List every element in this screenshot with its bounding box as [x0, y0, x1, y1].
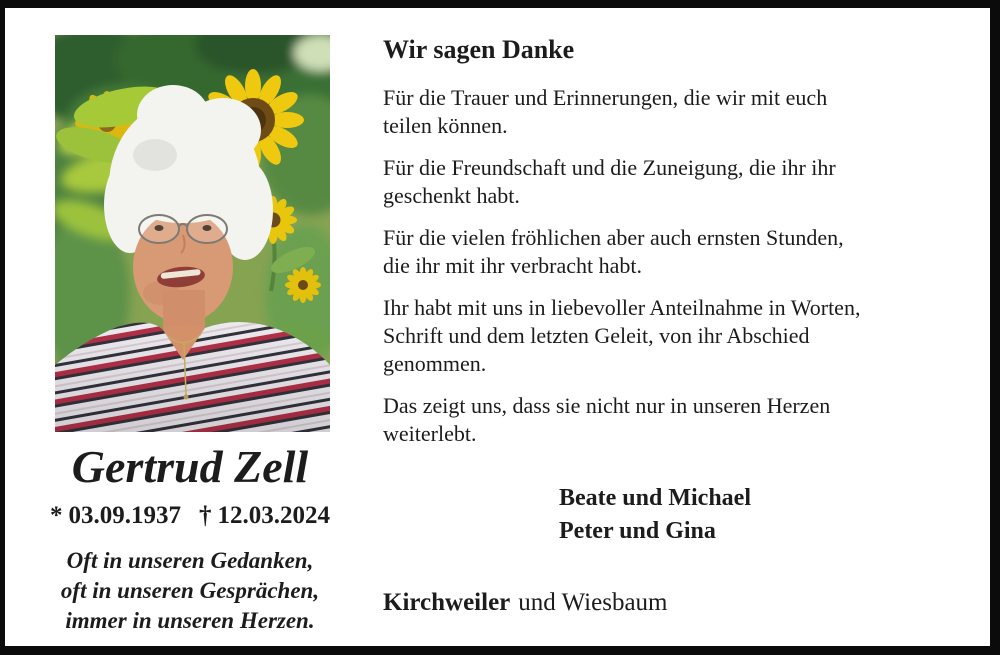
photo-eye [155, 225, 164, 231]
paragraph-line: geschenkt habt. [383, 183, 520, 208]
location-line [383, 588, 978, 618]
paragraph-line: Für die Trauer und Erinnerungen, die wir mit euch [383, 85, 828, 110]
signatories [383, 482, 978, 548]
paragraph-line: Für die vielen fröhlichen aber auch ernsten Stunden, [383, 225, 844, 250]
thanks-paragraph [383, 84, 978, 140]
thanks-heading: Wir sagen Danke [383, 35, 575, 64]
paragraph-line: die ihr mit ihr verbracht habt. [383, 253, 643, 278]
thanks-paragraph [383, 294, 978, 378]
location-primary: Kirchweiler [383, 589, 511, 616]
photo-eye [203, 225, 212, 231]
location-secondary: und Wiesbaum [518, 589, 668, 616]
deceased-name: Gertrud Zell [71, 441, 309, 492]
birth-symbol: * [50, 502, 63, 529]
paragraph-line: Ihr habt mit uns in liebevoller Anteilnahme in Worten, [383, 295, 861, 320]
epitaph-line: oft in unseren Gesprächen, [60, 578, 320, 603]
epitaph-line: Oft in unseren Gedanken, [66, 548, 314, 573]
life-dates [20, 502, 360, 530]
paragraph-line: genommen. [383, 351, 487, 376]
death-symbol: † [199, 502, 212, 529]
thanks-paragraph [383, 224, 978, 280]
epitaph [20, 546, 360, 636]
portrait-photo [55, 35, 330, 432]
birth-date: 03.09.1937 [68, 502, 181, 529]
thanks-block [383, 34, 978, 618]
paragraph-line: teilen können. [383, 113, 508, 138]
photo-hair-shadow [133, 139, 177, 171]
paragraph-line: Für die Freundschaft und die Zuneigung, die ihr ihr [383, 155, 836, 180]
death-date: 12.03.2024 [217, 502, 330, 529]
paragraph-line: weiterlebt. [383, 421, 477, 446]
photo-pendant [184, 395, 189, 400]
paragraph-line: Schrift und dem letzten Geleit, von ihr Abschied [383, 323, 810, 348]
signatory: Beate und Michael [559, 485, 751, 511]
photo-fringe [131, 179, 235, 223]
thanks-paragraph [383, 154, 978, 210]
signatory: Peter und Gina [559, 518, 716, 544]
obituary-card [5, 8, 990, 646]
thanks-paragraph [383, 392, 978, 448]
paragraph-line: Das zeigt uns, dass sie nicht nur in unseren Herzen [383, 393, 831, 418]
epitaph-line: immer in unseren Herzen. [65, 608, 315, 633]
sunflower-portrait-illustration [55, 35, 330, 432]
